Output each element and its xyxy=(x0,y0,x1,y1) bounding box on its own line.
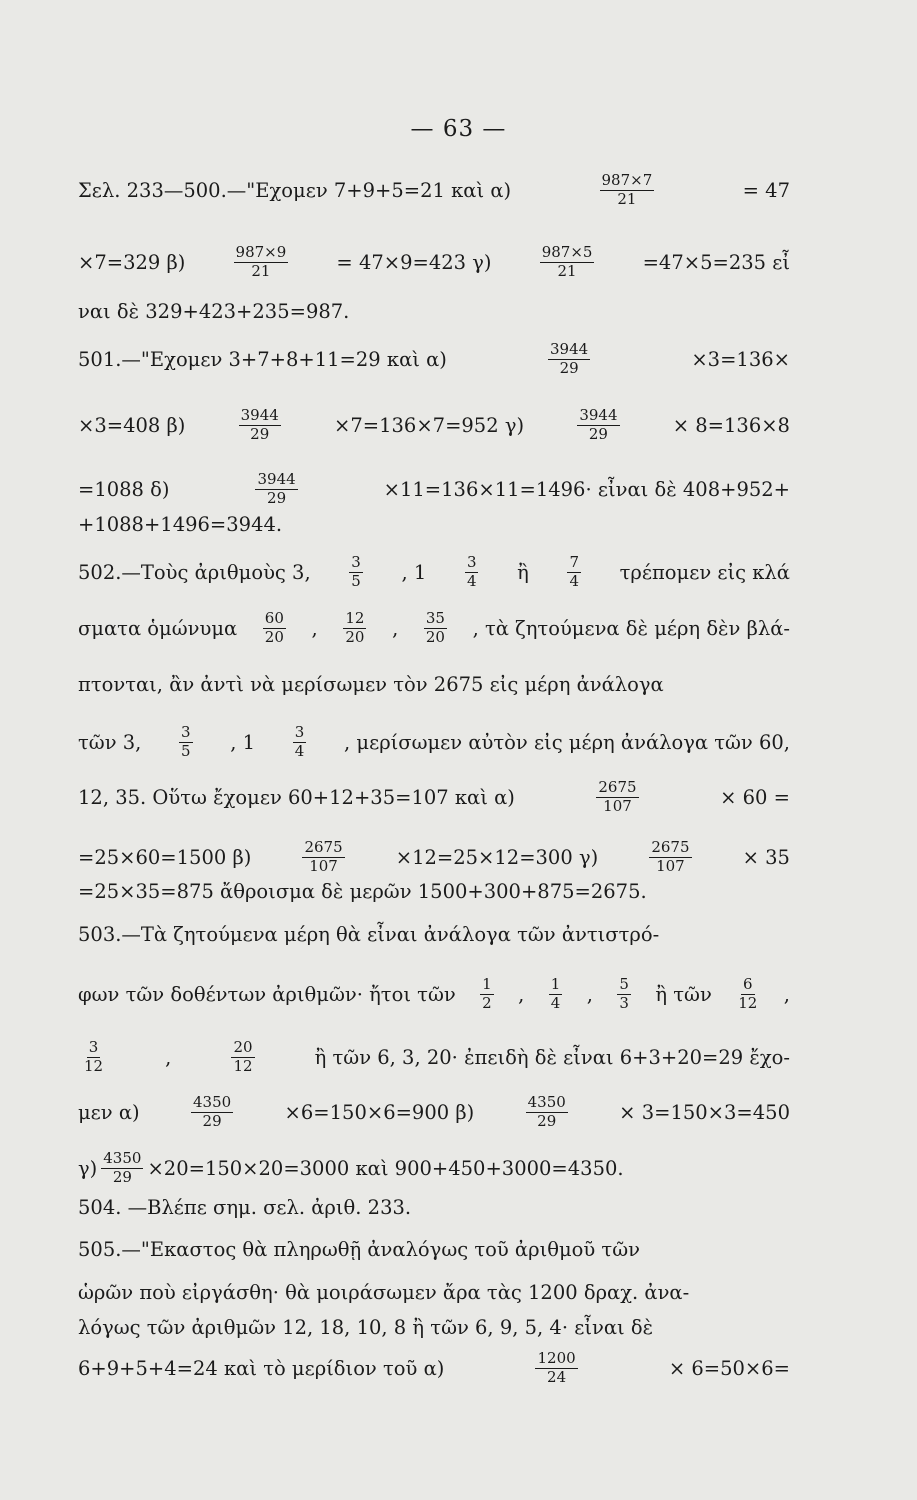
text-segment: × 35 xyxy=(742,845,790,869)
fraction-numerator: 3 xyxy=(351,553,361,571)
fraction xyxy=(526,1095,568,1130)
fraction-numerator: 2675 xyxy=(651,838,690,856)
text-segment: ×7=136×7=952 γ) xyxy=(334,413,525,437)
text-line xyxy=(78,725,790,760)
text-line xyxy=(78,840,790,875)
text-segment: , xyxy=(392,616,399,640)
text-line xyxy=(78,977,790,1012)
text-line xyxy=(78,1151,790,1186)
text-segment: ×11=136×11=1496· εἶναι δὲ 408+952+ xyxy=(383,477,790,501)
text-line xyxy=(78,882,790,902)
fraction-numerator: 7 xyxy=(569,553,579,571)
fraction-numerator: 3944 xyxy=(257,470,296,488)
text-segment: ×12=25×12=300 γ) xyxy=(395,845,599,869)
text-segment: γ) xyxy=(78,1156,98,1180)
fraction-numerator: 20 xyxy=(233,1038,253,1056)
text-segment: ἢ τῶν xyxy=(655,982,712,1006)
text-segment: =25×60=1500 β) xyxy=(78,845,252,869)
text-segment: , τὰ ζητούμενα δὲ μέρη δὲν βλά- xyxy=(472,616,790,640)
fraction-numerator: 3 xyxy=(294,723,305,741)
text-line xyxy=(78,1040,790,1075)
fraction-numerator: 3 xyxy=(466,553,477,571)
text-segment: ὡρῶν ποὺ εἰργάσθη· θὰ μοιράσωμεν ἄρα τὰς 1200 δραχ. ἀνα- xyxy=(78,1281,690,1304)
fraction-denominator: 29 xyxy=(267,488,287,507)
text-segment: ×7=329 β) xyxy=(78,250,186,274)
fraction xyxy=(617,977,631,1012)
text-segment: 505.—"Εκαστος θὰ πληρωθῇ ἀναλόγως τοῦ ἀριθμοῦ τῶν xyxy=(78,1238,640,1261)
fraction-numerator: 987×7 xyxy=(601,171,653,189)
fraction-denominator: 5 xyxy=(351,571,361,590)
fraction xyxy=(596,780,638,815)
fraction-denominator: 12 xyxy=(738,993,758,1012)
text-line xyxy=(78,1318,790,1338)
fraction xyxy=(302,840,344,875)
fraction-denominator: 12 xyxy=(233,1056,253,1075)
fraction-numerator: 987×9 xyxy=(235,243,287,261)
fraction xyxy=(179,725,193,760)
fraction xyxy=(535,1351,577,1386)
fraction-denominator: 107 xyxy=(656,856,685,875)
text-segment: ×3=408 β) xyxy=(78,413,186,437)
text-segment: +1088+1496=3944. xyxy=(78,513,283,536)
fraction-numerator: 2675 xyxy=(598,778,637,796)
text-line xyxy=(78,1198,790,1218)
text-line xyxy=(78,555,790,590)
text-segment: τῶν 3, xyxy=(78,730,142,754)
fraction xyxy=(424,611,447,646)
text-segment: =25×35=875 ἄθροισμα δὲ μερῶν 1500+300+875=2675. xyxy=(78,880,647,903)
text-segment: , μερίσωμεν αὐτὸν εἰς μέρη ἀνάλογα τῶν 60, xyxy=(344,730,790,754)
fraction xyxy=(577,408,619,443)
fraction-denominator: 20 xyxy=(425,627,445,646)
text-line xyxy=(78,515,790,535)
fraction-denominator: 21 xyxy=(617,189,637,208)
fraction-numerator: 35 xyxy=(425,609,445,627)
text-segment: = 47 xyxy=(742,178,790,202)
fraction xyxy=(465,555,479,590)
fraction xyxy=(567,555,581,590)
text-segment: 501.—"Εχομεν 3+7+8+11=29 καὶ α) xyxy=(78,347,447,371)
text-segment: ×6=150×6=900 β) xyxy=(284,1100,475,1124)
text-line xyxy=(78,611,790,646)
fraction-denominator: 24 xyxy=(547,1367,567,1386)
text-segment: , xyxy=(783,982,790,1006)
text-segment: ×20=150×20=3000 καὶ 900+450+3000=4350. xyxy=(147,1156,624,1180)
page-number: — 63 — xyxy=(410,116,507,142)
fraction-denominator: 29 xyxy=(588,424,608,443)
text-segment: ×3=136× xyxy=(691,347,790,371)
text-line xyxy=(78,302,790,322)
fraction xyxy=(349,555,363,590)
text-segment: φων τῶν δοθέντων ἀριθμῶν· ἤτοι τῶν xyxy=(78,982,456,1006)
text-segment: , xyxy=(518,982,525,1006)
fraction-denominator: 29 xyxy=(537,1111,557,1130)
fraction-numerator: 987×5 xyxy=(541,243,593,261)
fraction-denominator: 29 xyxy=(250,424,270,443)
fraction-denominator: 21 xyxy=(557,261,577,280)
fraction xyxy=(239,408,281,443)
fraction-numerator: 3944 xyxy=(240,406,279,424)
text-segment: × 3=150×3=450 xyxy=(619,1100,790,1124)
text-line xyxy=(78,472,790,507)
text-segment: Σελ. 233—500.—"Εχομεν 7+9+5=21 καὶ α) xyxy=(78,178,512,202)
fraction xyxy=(540,245,595,280)
text-segment: , xyxy=(165,1045,172,1069)
fraction xyxy=(736,977,759,1012)
fraction xyxy=(191,1095,233,1130)
text-segment: , 1 xyxy=(230,730,256,754)
fraction-denominator: 5 xyxy=(181,741,191,760)
text-segment: ἢ τῶν 6, 3, 20· ἐπειδὴ δὲ εἶναι 6+3+20=29 ἔχο- xyxy=(314,1045,790,1069)
fraction xyxy=(548,342,590,377)
text-segment: =47×5=235 εἶ xyxy=(642,250,790,274)
text-line xyxy=(78,173,790,208)
text-line xyxy=(78,245,790,280)
text-line xyxy=(78,1351,790,1386)
text-segment: 504. —Βλέπε σημ. σελ. ἀριθ. 233. xyxy=(78,1196,412,1219)
fraction-denominator: 4 xyxy=(569,571,579,590)
fraction-numerator: 4350 xyxy=(192,1093,232,1111)
fraction-denominator: 2 xyxy=(482,993,492,1012)
fraction-numerator: 3 xyxy=(181,723,191,741)
text-line xyxy=(78,408,790,443)
fraction xyxy=(231,1040,254,1075)
fraction-numerator: 60 xyxy=(264,609,284,627)
fraction-numerator: 3944 xyxy=(579,406,618,424)
fraction-denominator: 29 xyxy=(559,358,579,377)
text-segment: 503.—Τὰ ζητούμενα μέρη θὰ εἶναι ἀνάλογα τῶν ἀντιστρό- xyxy=(78,923,660,946)
fraction-numerator: 12 xyxy=(345,609,365,627)
text-segment: , xyxy=(586,982,593,1006)
text-segment: = 47×9=423 γ) xyxy=(336,250,492,274)
fraction xyxy=(649,840,691,875)
text-segment: × 6=50×6= xyxy=(668,1356,790,1380)
fraction-denominator: 29 xyxy=(202,1111,222,1130)
fraction-numerator: 2675 xyxy=(304,838,343,856)
fraction-numerator: 3 xyxy=(88,1038,99,1056)
text-line xyxy=(78,342,790,377)
fraction xyxy=(234,245,289,280)
fraction xyxy=(343,611,366,646)
text-segment: ἢ xyxy=(517,560,529,584)
fraction xyxy=(293,725,307,760)
fraction-numerator: 6 xyxy=(743,975,753,993)
fraction xyxy=(263,611,286,646)
text-line xyxy=(78,675,790,695)
text-line xyxy=(78,1240,790,1260)
fraction-numerator: 5 xyxy=(619,975,629,993)
text-line xyxy=(78,780,790,815)
fraction-numerator: 3944 xyxy=(550,340,589,358)
text-segment: =1088 δ) xyxy=(78,477,170,501)
text-segment: μεν α) xyxy=(78,1100,140,1124)
fraction-denominator: 4 xyxy=(550,993,561,1012)
fraction-numerator: 1 xyxy=(482,975,492,993)
text-segment: σματα ὁμώνυμα xyxy=(78,616,238,640)
fraction-denominator: 20 xyxy=(345,627,365,646)
text-segment: , xyxy=(311,616,318,640)
fraction xyxy=(255,472,297,507)
text-segment: × 60 = xyxy=(720,785,790,809)
fraction xyxy=(549,977,563,1012)
fraction-numerator: 1 xyxy=(550,975,561,993)
fraction xyxy=(600,173,655,208)
text-segment: 6+9+5+4=24 καὶ τὸ μερίδιον τοῦ α) xyxy=(78,1356,445,1380)
fraction-denominator: 20 xyxy=(264,627,284,646)
text-segment: 502.—Τοὺς ἀριθμοὺς 3, xyxy=(78,560,311,584)
fraction xyxy=(480,977,494,1012)
fraction-denominator: 107 xyxy=(603,796,632,815)
text-segment: τρέπομεν εἰς κλά xyxy=(619,560,790,584)
fraction-denominator: 4 xyxy=(466,571,477,590)
text-line xyxy=(78,1095,790,1130)
fraction-numerator: 4350 xyxy=(527,1093,566,1111)
fraction-denominator: 3 xyxy=(619,993,629,1012)
fraction xyxy=(82,1040,105,1075)
fraction-denominator: 4 xyxy=(294,741,305,760)
fraction-denominator: 21 xyxy=(251,261,271,280)
text-segment: , 1 xyxy=(401,560,427,584)
fraction-numerator: 1200 xyxy=(537,1349,576,1367)
text-line xyxy=(78,925,790,945)
text-segment: λόγως τῶν ἀριθμῶν 12, 18, 10, 8 ἢ τῶν 6, 9, 5, 4· εἶναι δὲ xyxy=(78,1316,654,1339)
text-segment: 12, 35. Οὕτω ἔχομεν 60+12+35=107 καὶ α) xyxy=(78,785,515,809)
text-line xyxy=(78,1283,790,1303)
fraction-denominator: 29 xyxy=(112,1167,132,1186)
fraction-denominator: 107 xyxy=(309,856,338,875)
text-segment: × 8=136×8 xyxy=(672,413,790,437)
text-segment: ναι δὲ 329+423+235=987. xyxy=(78,300,350,323)
fraction-denominator: 12 xyxy=(84,1056,104,1075)
fraction xyxy=(101,1151,143,1186)
text-segment: πτονται, ἂν ἀντὶ νὰ μερίσωμεν τὸν 2675 εἰς μέρη ἀνάλογα xyxy=(78,673,664,696)
fraction-numerator: 4350 xyxy=(103,1149,142,1167)
